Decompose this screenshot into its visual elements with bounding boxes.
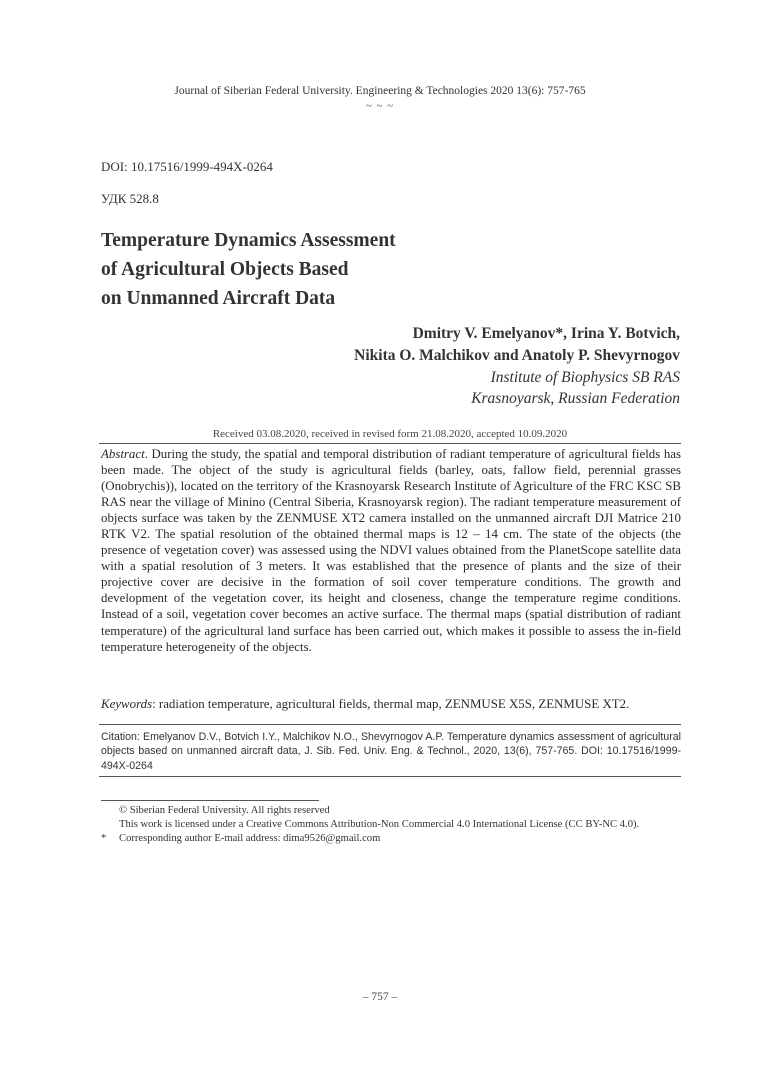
authors-line: Nikita O. Malchikov and Anatoly P. Shevyrnogov xyxy=(354,347,680,364)
received-dates: Received 03.08.2020, received in revised form 21.08.2020, accepted 10.09.2020 xyxy=(212,428,568,440)
abstract xyxy=(101,446,681,655)
authors xyxy=(354,323,680,367)
page-number: – 757 – xyxy=(362,991,398,1003)
abstract-text: . During the study, the spatial and temporal distribution of radiant temperature of agricultural fields has been made. The object of the study is agricultural fields (barley, oats, fallow field, perennial grasses (Onobrychis)), located on the territory of the Krasnoyarsk Research Institute of Agriculture of the FRC KSC SB RAS near the village of Minino (Central Siberia, Krasnoyarsk region). The radiant temperature measurement of objects surface was taken by the ZENMUSE XT2 camera installed on the unmanned aircraft DJI Matrice 210 RTK V2. The spatial resolution of the obtained thermal maps is 12 – 14 cm. The state of the objects (the presence of vegetation cover) was assessed using the NDVI values obtained from the PlanetScope satellite data with a spatial resolution of 3 meters. It was established that the presence of plants and the size of their projective cover are decisive in the formation of soil cover temperature conditions. The growth and development of the vegetation cover, its height and closeness, change the temperature regime conditions. Instead of a soil, vegetation cover becomes an active surface. The thermal maps (spatial distribution of radiant temperature) of the agricultural land surface has been carried out, which makes it possible to assess the in-field temperature heterogeneity of the objects. xyxy=(101,447,681,654)
footnotes xyxy=(101,804,691,846)
corresponding-text: Corresponding author E-mail address: dima9526@gmail.com xyxy=(119,833,381,844)
keywords xyxy=(101,696,681,712)
affiliation-line: Institute of Biophysics SB RAS xyxy=(490,369,680,386)
header-ornament: ~ ~ ~ xyxy=(365,100,395,112)
abstract-label: Abstract xyxy=(101,447,145,461)
doi: DOI: 10.17516/1999-494X-0264 xyxy=(101,159,273,174)
copyright-note xyxy=(101,804,691,818)
paper-title xyxy=(101,226,461,313)
footnote-rule xyxy=(101,800,319,801)
copyright-text: © Siberian Federal University. All rights reserved xyxy=(119,805,330,816)
affiliation xyxy=(471,367,680,409)
citation: Citation: Emelyanov D.V., Botvich I.Y., Malchikov N.O., Shevyrnogov A.P. Temperature dynamics assessment of agricultural objects based on unmanned aircraft data, J. Sib. Fed. Univ. Eng. & Technol., 2020, 13(6), 757-765. DOI: 10.17516/1999-494X-0264 xyxy=(101,731,681,772)
license-text: This work is licensed under a Creative Commons Attribution-Non Commercial 4.0 International License (CC BY-NC 4.0). xyxy=(119,819,640,830)
keywords-label: Keywords xyxy=(101,697,153,711)
udk: УДК 528.8 xyxy=(101,191,159,206)
divider xyxy=(99,776,681,777)
title-line: on Unmanned Aircraft Data xyxy=(101,288,336,309)
keywords-text: : radiation temperature, agricultural fields, thermal map, ZENMUSE X5S, ZENMUSE XT2. xyxy=(152,697,630,711)
authors-line: Dmitry V. Emelyanov*, Irina Y. Botvich, xyxy=(412,325,680,342)
title-line: Temperature Dynamics Assessment xyxy=(101,230,396,251)
license-note xyxy=(101,818,691,832)
title-line: of Agricultural Objects Based xyxy=(101,259,349,280)
divider xyxy=(99,443,681,444)
divider xyxy=(99,724,681,725)
footnote-mark: * xyxy=(101,833,107,844)
corresponding-note xyxy=(101,832,691,846)
affiliation-line: Krasnoyarsk, Russian Federation xyxy=(471,390,680,407)
journal-header: Journal of Siberian Federal University. Engineering & Technologies 2020 13(6): 757-765 xyxy=(174,85,586,97)
